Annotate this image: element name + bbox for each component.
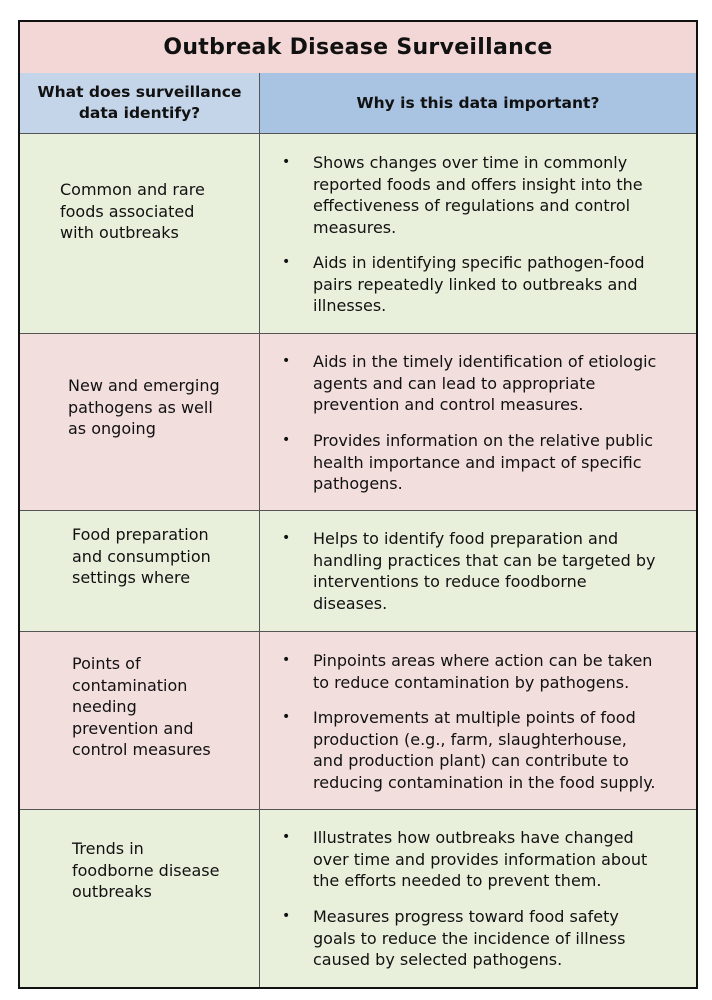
bullet-text: Illustrates how outbreaks have changed over time and provides information about the efforts needed to prevent them. [313,828,648,890]
bullet-icon: • [282,154,291,170]
list-item [282,650,692,693]
table-row [20,810,696,987]
list-item [282,827,692,892]
list-item [282,351,692,416]
list-item [282,528,692,614]
bullet-icon: • [282,353,291,369]
bullet-text: Measures progress toward food safety goals to reduce the incidence of illness caused by selected pathogens. [313,907,626,969]
row-label: Common and rare foods associated with outbreaks [60,180,205,242]
bullet-text: Improvements at multiple points of food production (e.g., farm, slaughterhouse, and production plant) can contribute to reducing contamination in the food supply. [313,708,656,792]
bullet-icon: • [282,652,291,668]
bullet-text: Aids in the timely identification of etiologic agents and can lead to appropriate prevention and control measures. [313,352,657,414]
table-title: Outbreak Disease Surveillance [20,22,696,74]
bullet-text: Shows changes over time in commonly reported foods and offers insight into the effectiveness of regulations and control measures. [313,153,643,237]
row-reason-cell [260,334,696,510]
bullet-icon: • [282,254,291,270]
row-label: Food preparation and consumption settings where [72,525,211,587]
bullet-icon: • [282,829,291,845]
row-reason-cell [260,511,696,631]
table-row [20,632,696,810]
bullet-text: Provides information on the relative public health importance and impact of specific pathogens. [313,431,654,493]
list-item [282,252,692,317]
column-header-right [260,73,696,134]
table-row [20,511,696,632]
table-row [20,134,696,334]
row-label-cell [20,632,260,809]
row-reason-cell [260,632,696,809]
column-header-left-label: What does surveillance data identify? [37,83,242,122]
row-reason-cell [260,134,696,333]
row-label: Points of contamination needing prevention and control measures [72,654,211,759]
list-item [282,152,692,238]
table-row [20,334,696,511]
bullet-text: Helps to identify food preparation and handling practices that can be targeted by interventions to reduce foodborne diseases. [313,529,656,613]
bullet-text: Aids in identifying specific pathogen-food pairs repeatedly linked to outbreaks and illnesses. [313,253,645,315]
bullet-text: Pinpoints areas where action can be taken to reduce contamination by pathogens. [313,651,653,692]
row-label: Trends in foodborne disease outbreaks [72,839,220,901]
column-header-right-label: Why is this data important? [356,93,600,112]
list-item [282,906,692,971]
list-item [282,430,692,495]
row-label-cell [20,810,260,987]
bullet-icon: • [282,530,291,546]
list-item [282,707,692,793]
row-label: New and emerging pathogens as well as ongoing [68,376,220,438]
bullet-icon: • [282,709,291,725]
bullet-icon: • [282,432,291,448]
surveillance-table [18,20,698,989]
row-label-cell [20,334,260,510]
column-header-left [20,73,260,134]
row-reason-cell [260,810,696,987]
row-label-cell [20,134,260,333]
row-label-cell [20,511,260,631]
bullet-icon: • [282,908,291,924]
